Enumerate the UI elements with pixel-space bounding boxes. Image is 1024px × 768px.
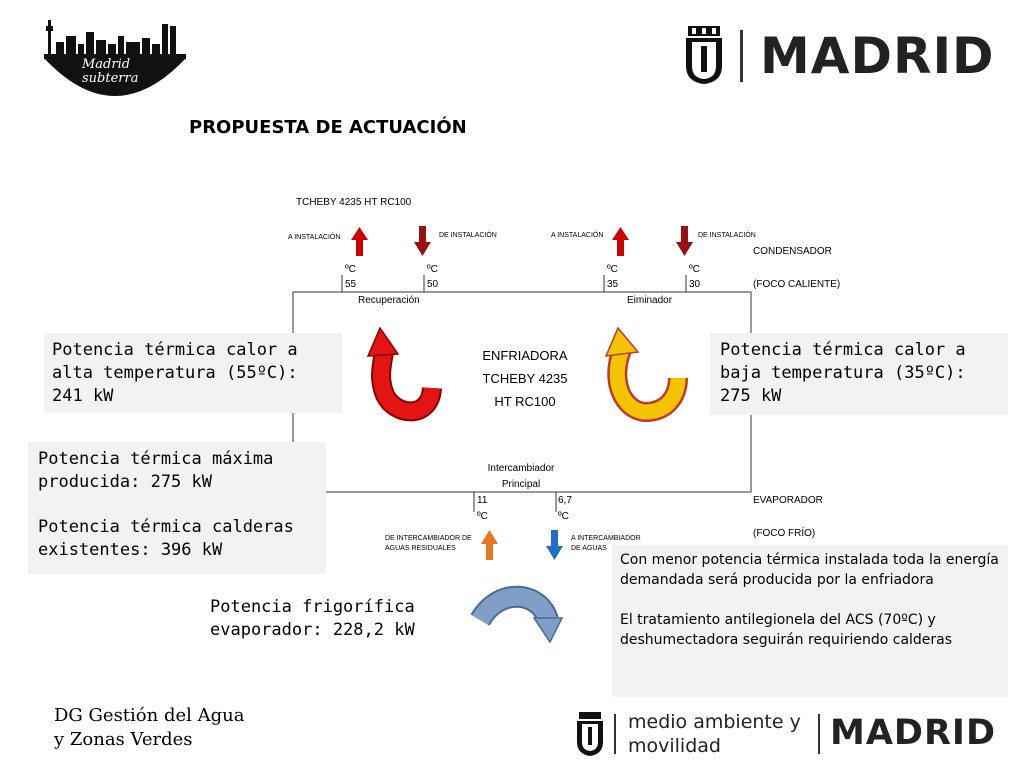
red-curved-arrow-icon	[368, 328, 432, 411]
a-instalacion-label-2: A INSTALACIÓN	[551, 232, 604, 239]
logo-text-line2: subterra	[82, 71, 139, 86]
enfriadora-line3: HT RC100	[494, 394, 556, 409]
unit-label: ºC	[477, 511, 488, 522]
footer-divider	[818, 714, 820, 754]
potencia-baja-text: Potencia térmica calor a baja temperatura (35ºC): 275 kW	[720, 340, 966, 406]
temp-value: 55	[345, 279, 357, 290]
footer-divider	[614, 714, 616, 754]
nota-2-text: El tratamiento antilegionela del ACS (70ºC) y deshumectadora seguirán requiriendo calderas	[620, 612, 953, 648]
header-brand: MADRID	[760, 27, 995, 85]
evaporador-label: EVAPORADOR	[753, 495, 823, 506]
foco-caliente-label: (FOCO CALIENTE)	[753, 279, 841, 290]
area-line2: movilidad	[628, 735, 721, 757]
potencia-calderas-text: Potencia térmica calderas existentes: 396 kW	[38, 517, 294, 560]
potencia-alta-box	[44, 333, 342, 413]
de-intercambiador-label: DE INTERCAMBIADOR DE AGUAS RESIDUALES	[385, 535, 472, 552]
nota-box	[612, 545, 1008, 697]
nota-1-text: Con menor potencia térmica instalada toda la energía demandada será producida por la enfriadora	[620, 552, 999, 588]
logo-text-line1: Madrid	[82, 57, 131, 72]
dg-label	[54, 704, 244, 752]
intercambiador-line1: Intercambiador	[487, 463, 555, 474]
potencia-max-box	[28, 442, 326, 574]
page-title: PROPUESTA DE ACTUACIÓN	[189, 117, 467, 138]
foco-frio-label: (FOCO FRÍO)	[753, 528, 816, 539]
temp-value: 11	[477, 495, 488, 506]
temp-value: 35	[607, 279, 619, 290]
unit-label: ºC	[689, 264, 700, 275]
potencia-baja-box	[710, 333, 1008, 415]
condensador-label: CONDENSADOR	[753, 246, 832, 257]
footer-brand: MADRID	[830, 713, 996, 753]
blue-curved-arrow-icon	[480, 597, 562, 642]
unit-label: ºC	[558, 511, 569, 522]
a-intercambiador-label: A INTERCAMBIADOR DE AGUAS	[571, 535, 641, 552]
a-instalacion-label-1: A INSTALACIÓN	[288, 234, 341, 241]
temp-value: 6,7	[558, 495, 572, 506]
recuperacion-label: Recuperación	[358, 295, 420, 306]
eliminador-label: Eiminador	[627, 295, 673, 306]
area-line1: medio ambiente y	[628, 711, 801, 733]
intercambiador-line2: Principal	[501, 479, 541, 490]
dg-line1: DG Gestión del Agua	[54, 705, 245, 726]
orange-up-arrow-icon	[481, 530, 498, 560]
potencia-maxima-text: Potencia térmica máxima producida: 275 kW	[38, 449, 274, 492]
madrid-coat-of-arms-icon	[576, 712, 604, 756]
blue-down-arrow-icon	[546, 530, 563, 560]
potencia-alta-text: Potencia térmica calor a alta temperatura (55ºC): 241 kW	[52, 340, 298, 406]
enfriadora-line1: ENFRIADORA	[482, 348, 568, 363]
red-up-arrow-icon	[612, 227, 629, 256]
unit-label: ºC	[607, 264, 618, 275]
potencia-frigorifica-text: Potencia frigorífica evaporador: 228,2 kW	[210, 597, 415, 640]
intercambiador-label	[475, 461, 567, 493]
unit-label: ºC	[345, 264, 356, 275]
red-up-arrow-icon	[351, 227, 368, 256]
de-instalacion-label-1: DE INSTALACIÓN	[439, 232, 497, 239]
enfriadora-line2: TCHEBY 4235	[482, 371, 568, 386]
enfriadora-label	[466, 344, 584, 413]
model-label: TCHEBY 4235 HT RC100	[296, 197, 412, 208]
unit-label: ºC	[427, 264, 438, 275]
yellow-curved-arrow-icon	[606, 328, 678, 412]
temp-value: 50	[427, 279, 439, 290]
temp-value: 30	[689, 279, 701, 290]
de-instalacion-label-2: DE INSTALACIÓN	[698, 232, 756, 239]
dark-red-down-arrow-icon	[414, 226, 431, 256]
dark-red-down-arrow-icon	[676, 226, 693, 256]
dg-line2: y Zonas Verdes	[54, 729, 193, 750]
area-label	[628, 710, 801, 758]
